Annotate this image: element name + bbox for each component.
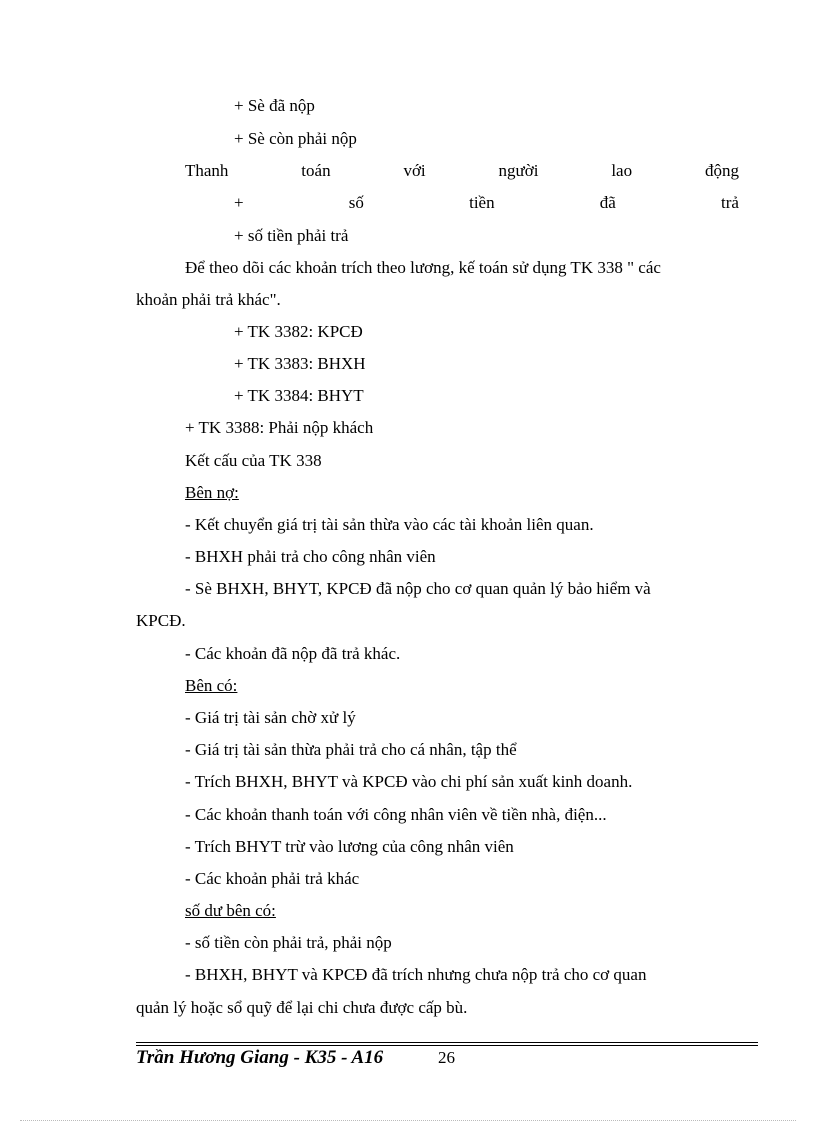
text-line: - BHXH phải trả cho công nhân viên (185, 547, 436, 566)
text-line: KPCĐ. (136, 611, 186, 630)
section-heading: Bên có: (185, 676, 238, 695)
justified-line (185, 161, 739, 181)
text-line: + TK 3383: BHXH (234, 354, 366, 373)
word: đã (599, 193, 616, 212)
footer-rule (136, 1042, 758, 1043)
footer-author: Trần Hương Giang - K35 - A16 (136, 1047, 384, 1068)
text-line: - Trích BHYT trừ vào lương của công nhân viên (185, 837, 514, 856)
text-line: - Sè BHXH, BHYT, KPCĐ đã nộp cho cơ quan quản lý bảo hiểm và (185, 579, 651, 598)
word: toán (301, 161, 331, 180)
text-line: + số tiền phải trả (234, 226, 349, 245)
section-heading: số dư bên có: (185, 901, 276, 920)
text-line: + TK 3384: BHYT (234, 386, 364, 405)
footer-rule (136, 1045, 758, 1046)
page-edge-divider (20, 1120, 796, 1121)
word: Thanh (185, 161, 229, 180)
word: + (234, 193, 244, 212)
text-line: Kết cấu của TK 338 (185, 451, 322, 470)
section-heading: Bên nợ: (185, 483, 239, 502)
text-line: - Trích BHXH, BHYT và KPCĐ vào chi phí sản xuất kinh doanh. (185, 772, 633, 791)
text-line: - Giá trị tài sản chờ xử lý (185, 708, 356, 727)
text-line: - số tiền còn phải trả, phải nộp (185, 933, 392, 952)
justified-line (234, 193, 739, 213)
text-line: - BHXH, BHYT và KPCĐ đã trích nhưng chưa nộp trả cho cơ quan (185, 965, 647, 984)
word: tiền (469, 193, 495, 212)
text-line: - Các khoản thanh toán với công nhân viên về tiền nhà, điện... (185, 805, 607, 824)
word: với (403, 161, 426, 180)
text-line: khoản phải trả khác". (136, 290, 281, 309)
text-line: - Giá trị tài sản thừa phải trả cho cá nhân, tập thể (185, 740, 517, 759)
word: trả (721, 193, 739, 212)
text-line: quản lý hoặc sổ quỹ để lại chi chưa được cấp bù. (136, 998, 468, 1017)
word: động (704, 161, 739, 180)
text-line: + Sè còn phải nộp (234, 129, 357, 148)
text-line: Để theo dõi các khoản trích theo lương, kế toán sử dụng TK 338 " các (185, 258, 661, 277)
text-line: + TK 3388: Phải nộp khách (185, 418, 374, 437)
word: người (498, 161, 539, 180)
word: lao (611, 161, 633, 180)
page-number: 26 (438, 1048, 455, 1067)
text-line: - Kết chuyển giá trị tài sản thừa vào các tài khoản liên quan. (185, 515, 594, 534)
text-line: + TK 3382: KPCĐ (234, 322, 363, 341)
word: số (348, 193, 364, 212)
text-line: + Sè đã nộp (234, 96, 315, 115)
text-line: - Các khoản phải trả khác (185, 869, 360, 888)
text-line: - Các khoản đã nộp đã trả khác. (185, 644, 401, 663)
